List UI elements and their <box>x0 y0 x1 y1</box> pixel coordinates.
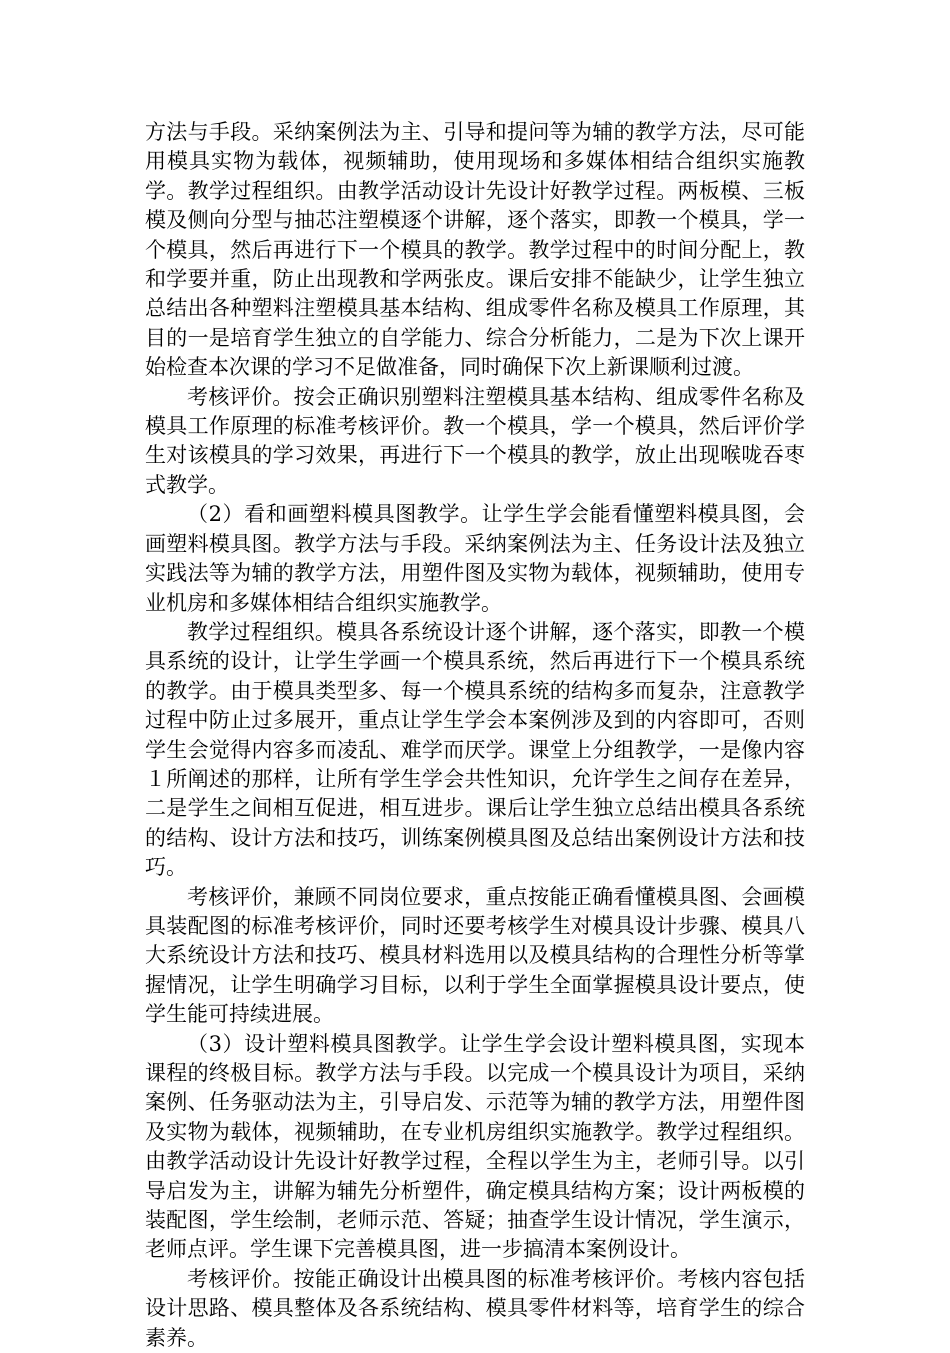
paragraph-process-organization: 教学过程组织。模具各系统设计逐个讲解，逐个落实，即教一个模具系统的设计，让学生学画一个模具系统，然后再进行下一个模具系统的教学。由于模具类型多、每一个模具系统的结构多而复杂，注意教学过程中防止过多展开，重点让学生学会本案例涉及到的内容即可，否则学生会觉得内容多而凌乱、难学而厌学。课堂上分组教学，一是像内容１所阐述的那样，让所有学生学会共性知识，允许学生之间存在差异，二是学生之间相互促进，相互进步。课后让学生独立总结出模具各系统的结构、设计方法和技巧，训练案例模具图及总结出案例设计方法和技巧。 <box>145 619 805 880</box>
paragraph-assessment-3: 考核评价。按能正确设计出模具图的标准考核评价。考核内容包括设计思路、模具整体及各系统结构、模具零件材料等，培育学生的综合素养。 <box>145 1266 805 1350</box>
paragraph-assessment-1: 考核评价。按会正确识别塑料注塑模具基本结构、组成零件名称及模具工作原理的标准考核评价。教一个模具，学一个模具，然后评价学生对该模具的学习效果，再进行下一个模具的教学，放止出现喉咙吞枣式教学。 <box>145 384 805 497</box>
paragraph-section-3-design: （3）设计塑料模具图教学。让学生学会设计塑料模具图，实现本课程的终极目标。教学方法与手段。以完成一个模具设计为项目，采纳案例、任务驱动法为主，引导启发、示范等为辅的教学方法，用塑件图及实物为载体，视频辅助，在专业机房组织实施教学。教学过程组织。由教学活动设计先设计好教学过程，全程以学生为主，老师引导。以引导启发为主，讲解为辅先分析塑件，确定模具结构方案；设计两板模的装配图，学生绘制，老师示范、答疑；抽查学生设计情况，学生演示，老师点评。学生课下完善模具图，进一步搞清本案例设计。 <box>145 1031 805 1262</box>
paragraph-assessment-2: 考核评价，兼顾不同岗位要求，重点按能正确看懂模具图、会画模具装配图的标准考核评价，同时还要考核学生对模具设计步骤、模具八大系统设计方法和技巧、模具材料选用以及模具结构的合理性分析等掌握情况，让学生明确学习目标，以利于学生全面掌握模具设计要点，使学生能可持续进展。 <box>145 884 805 1027</box>
paragraph-section-2-drawing: （2）看和画塑料模具图教学。让学生学会能看懂塑料模具图，会画塑料模具图。教学方法与手段。采纳案例法为主、任务设计法及独立实践法等为辅的教学方法，用塑件图及实物为载体，视频辅助，使用专业机房和多媒体相结合组织实施教学。 <box>145 502 805 615</box>
document-page <box>145 118 805 1353</box>
paragraph-teaching-methods: 方法与手段。采纳案例法为主、引导和提问等为辅的教学方法，尽可能用模具实物为载体，视频辅助，使用现场和多媒体相结合组织实施教学。教学过程组织。由教学活动设计先设计好教学过程。两板模、三板模及侧向分型与抽芯注塑模逐个讲解，逐个落实，即教一个模具，学一个模具，然后再进行下一个模具的教学。教学过程中的时间分配上，教和学要并重，防止出现教和学两张皮。课后安排不能缺少，让学生独立总结出各种塑料注塑模具基本结构、组成零件名称及模具工作原理，其目的一是培育学生独立的自学能力、综合分析能力，二是为下次上课开始检查本次课的学习不足做准备，同时确保下次上新课顺利过渡。 <box>145 120 805 380</box>
